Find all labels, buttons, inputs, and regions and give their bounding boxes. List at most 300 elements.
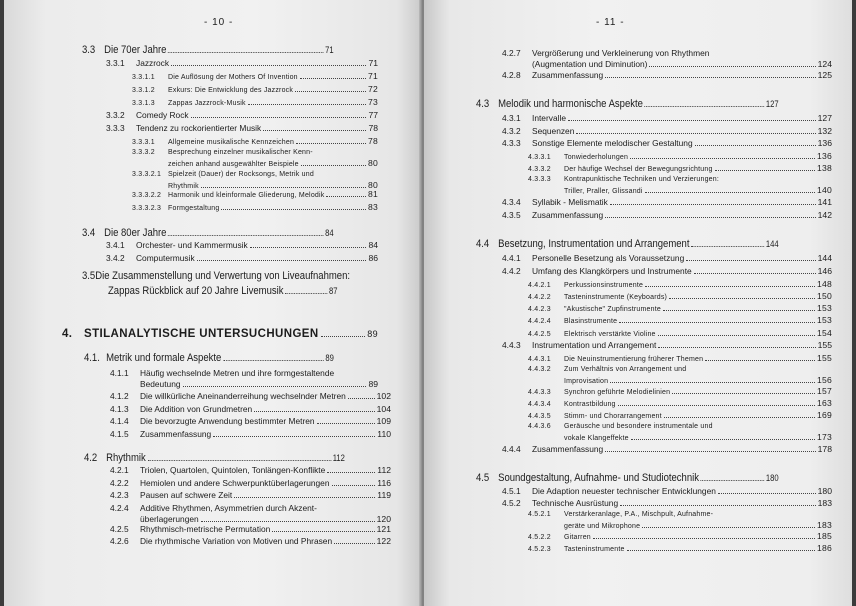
leader-dots [321, 336, 366, 337]
leader-dots [197, 260, 367, 261]
leader-dots [610, 204, 816, 205]
leader-dots [695, 145, 816, 146]
toc-entry-number: 4.4.3.4 [528, 401, 551, 408]
toc-entry [110, 503, 391, 513]
toc-entry [502, 444, 832, 454]
toc-entry-page: 142 [817, 210, 832, 220]
toc-entry [502, 340, 832, 350]
leader-dots [183, 386, 367, 387]
leader-dots [631, 439, 815, 440]
leader-dots [295, 91, 366, 92]
toc-entry-title: STILANALYTISCHE UNTERSUCHUNGEN [84, 328, 319, 340]
toc-entry-number: 4.4.2.2 [528, 294, 551, 301]
toc-entry-title: Technische Ausrüstung [532, 498, 619, 508]
toc-entry-number: 4.2.5 [110, 524, 129, 534]
leader-dots [620, 505, 816, 506]
leader-dots [147, 460, 331, 461]
toc-entry-page: 102 [376, 391, 391, 401]
toc-entry [132, 202, 378, 214]
toc-entry-page: 136 [817, 151, 832, 161]
toc-entry-continuation [532, 59, 832, 69]
toc-entry-page: 122 [376, 536, 391, 546]
toc-entry-title: Jazzrock [136, 58, 170, 68]
toc-entry-title: Der häufige Wechsel der Bewegungsrichtung [564, 166, 713, 173]
toc-entry-page: 127 [765, 99, 779, 109]
toc-entry-title-continued: überlagerungen [140, 514, 199, 524]
toc-entry-title-continued: zeichen anhand ausgewählter Beispiele [168, 161, 299, 168]
toc-entry-page: 77 [368, 110, 378, 120]
toc-entry [82, 227, 334, 240]
right-page [424, 0, 852, 606]
toc-entry-number: 4.5.2.3 [528, 546, 551, 553]
toc-entry-number: 4.5.1 [502, 486, 521, 496]
toc-entry-title: Soundgestaltung, Aufnahme- und Studiotechnik [498, 472, 700, 484]
toc-entry-page: 110 [377, 429, 391, 439]
toc-entry [476, 238, 779, 251]
leader-dots [301, 165, 366, 166]
toc-entry-number: 3.3.3 [106, 123, 125, 133]
toc-entry-title: Die rhythmische Variation von Motiven und Phrasen [140, 536, 333, 546]
toc-entry [132, 189, 378, 201]
toc-entry-page: 183 [817, 498, 832, 508]
leader-dots [715, 170, 816, 171]
toc-entry-title: Zappas Jazzrock-Musik [168, 100, 246, 107]
left-page [4, 0, 422, 606]
leader-dots [663, 310, 815, 311]
toc-entry-title: Besetzung, Instrumentation und Arrangement [498, 238, 690, 250]
toc-entry-number: 4.4.3.2 [528, 366, 551, 373]
toc-entry-page: 148 [817, 279, 832, 289]
toc-entry-title: Orchester- und Kammermusik [136, 240, 248, 250]
toc-entry [110, 429, 391, 439]
leader-dots [191, 117, 367, 118]
toc-entry-page: 80 [368, 180, 378, 190]
toc-entry-title: Gitarren [564, 534, 591, 541]
toc-entry-title: Sequenzen [532, 126, 575, 136]
leader-dots [168, 52, 323, 53]
toc-entry-page: 78 [368, 136, 378, 146]
toc-entry-number: 4.1.4 [110, 416, 129, 426]
toc-entry-title-continued: Improvisation [564, 378, 609, 385]
toc-entry-page: 87 [328, 286, 338, 296]
toc-entry [110, 404, 391, 414]
toc-entry-title: Die Addition von Grundmetren [140, 404, 253, 414]
toc-entry-title: Sonstige Elemente melodischer Gestaltung [532, 138, 693, 148]
toc-entry-title: Formgestaltung [168, 205, 220, 212]
toc-entry [502, 266, 832, 276]
toc-entry [476, 472, 779, 485]
toc-entry-number: 4.5 [476, 472, 490, 484]
toc-entry-title: Die bevorzugte Anwendung bestimmter Metren [140, 416, 315, 426]
leader-dots [221, 209, 366, 210]
toc-entry-number: 4. [62, 328, 73, 340]
toc-entry-number: 4.2.1 [110, 465, 129, 475]
page-number: - 11 - [596, 17, 625, 28]
toc-entry-title: Tasteninstrumente (Keyboards) [564, 294, 668, 301]
toc-entry-title: Zum Verhältnis von Arrangement und [564, 366, 687, 373]
toc-entry-title: Rhythmik [106, 452, 146, 464]
toc-entry [106, 110, 378, 120]
toc-entry-number: 4.4 [476, 238, 490, 250]
toc-entry-title: Die 80er Jahre [104, 227, 167, 239]
toc-entry [110, 478, 391, 488]
leader-dots [672, 393, 815, 394]
toc-entry [132, 71, 378, 83]
toc-entry-page: 140 [817, 185, 832, 195]
toc-entry-title: Rhythmisch-metrische Permutation [140, 524, 271, 534]
toc-chapter [62, 327, 378, 341]
toc-entry-number: 4.1. [84, 352, 100, 364]
toc-entry [110, 536, 391, 546]
toc-entry-number: 4.2.3 [110, 490, 129, 500]
toc-entry [528, 291, 832, 303]
toc-entry-title: Synchron geführte Melodielinien [564, 389, 671, 396]
toc-entry-title: Instrumentation und Arrangement [532, 340, 657, 350]
toc-entry-number: 3.3.2 [106, 110, 125, 120]
toc-entry-title-continued: Rhythmik [168, 183, 199, 190]
toc-entry-number: 4.4.1 [502, 253, 521, 263]
toc-entry-title: Tonwiederholungen [564, 154, 629, 161]
leader-dots [642, 527, 815, 528]
toc-entry [84, 452, 345, 465]
toc-entry [528, 151, 832, 163]
toc-entry-title: Die Neuinstrumentierung früherer Themen [564, 356, 704, 363]
toc-entry-number: 3.3.3.1 [132, 139, 155, 146]
toc-entry-number: 3.3.1.1 [132, 74, 155, 81]
toc-entry-page: 150 [817, 291, 832, 301]
leader-dots [658, 347, 815, 348]
toc-entry-title: "Akustische" Zupfinstrumente [564, 306, 661, 313]
leader-dots [593, 538, 815, 539]
toc-entry-number: 4.3.5 [502, 210, 521, 220]
toc-entry-title: Die Zusammenstellung und Verwertung von Liveaufnahmen: [95, 270, 351, 282]
toc-entry-title: Allgemeine musikalische Kennzeichen [168, 139, 295, 146]
toc-entry [82, 270, 351, 283]
toc-entry [502, 253, 832, 263]
toc-entry [110, 416, 391, 426]
toc-entry-number: 3.4 [82, 227, 96, 239]
toc-entry-page: 163 [817, 398, 832, 408]
leader-dots [664, 417, 815, 418]
toc-entry [110, 465, 391, 475]
leader-dots [669, 298, 815, 299]
toc-entry-number: 4.4.3.6 [528, 423, 551, 430]
toc-entry [502, 48, 832, 58]
leader-dots [223, 360, 324, 361]
toc-entry-page: 78 [368, 123, 378, 133]
toc-entry-number: 3.4.2 [106, 253, 125, 263]
toc-entry-continuation [564, 432, 832, 444]
toc-entry-page: 156 [817, 375, 832, 385]
toc-entry-title: Personelle Besetzung als Voraussetzung [532, 253, 685, 263]
toc-entry-page: 81 [368, 189, 378, 199]
toc-entry-title: Geräusche und besondere instrumentale und [564, 423, 713, 430]
toc-entry-title: Melodik und harmonische Aspekte [498, 98, 643, 110]
toc-entry-page: 71 [368, 71, 378, 81]
leader-dots [627, 550, 815, 551]
toc-entry-page: 71 [368, 58, 378, 68]
toc-entry-page: 173 [817, 432, 832, 442]
leader-dots [263, 130, 366, 131]
toc-entry-page: 104 [376, 404, 391, 414]
toc-entry-page: 73 [368, 97, 378, 107]
toc-entry-title-continued: (Augmentation und Diminution) [532, 59, 648, 69]
toc-entry-page: 125 [817, 70, 832, 80]
toc-entry-title: Stimm- und Chorarrangement [564, 413, 662, 420]
toc-entry-page: 89 [367, 329, 378, 339]
toc-entry [502, 70, 832, 80]
toc-entry [528, 328, 832, 340]
toc-entry-title-continued: Zappas Rückblick auf 20 Jahre Livemusik [108, 285, 284, 297]
toc-entry-title: Syllabik - Melismatik [532, 197, 608, 207]
toc-entry-number: 4.5.2 [502, 498, 521, 508]
toc-entry [528, 353, 832, 365]
toc-entry [528, 410, 832, 422]
toc-entry-page: 124 [817, 59, 832, 69]
toc-entry-number: 4.2 [84, 452, 98, 464]
leader-dots [630, 158, 815, 159]
toc-entry-title: Spielzeit (Dauer) der Rocksongs, Metrik und [168, 171, 314, 178]
toc-entry-page: 155 [817, 340, 832, 350]
toc-entry [528, 315, 832, 327]
toc-entry-page: 185 [817, 531, 832, 541]
toc-entry-number: 4.4.4 [502, 444, 521, 454]
leader-dots [285, 293, 327, 294]
toc-entry-page: 84 [325, 228, 334, 238]
toc-entry [132, 136, 378, 148]
toc-entry-number: 3.3.1 [106, 58, 125, 68]
toc-entry [110, 524, 391, 534]
toc-entry-page: 116 [377, 478, 391, 488]
leader-dots [168, 235, 323, 236]
leader-dots [317, 423, 375, 424]
toc-entry-page: 72 [368, 84, 378, 94]
toc-entry [502, 126, 832, 136]
toc-entry-title: Die Adaption neuester technischer Entwicklungen [532, 486, 716, 496]
toc-entry-title: Zusammenfassung [532, 444, 604, 454]
toc-entry-number: 3.4.1 [106, 240, 125, 250]
toc-entry-page: 83 [368, 202, 378, 212]
toc-entry-page: 132 [817, 126, 832, 136]
leader-dots [645, 286, 815, 287]
toc-entry-title: Pausen auf schwere Zeit [140, 490, 233, 500]
toc-entry [528, 386, 832, 398]
toc-entry-page: 155 [817, 353, 832, 363]
toc-entry-title-continued: vokale Klangeffekte [564, 435, 629, 442]
toc-entry [110, 391, 391, 401]
toc-entry-number: 4.3.3 [502, 138, 521, 148]
toc-entry-number: 3.3.3.2.2 [132, 192, 162, 199]
toc-entry-page: 112 [332, 453, 345, 463]
toc-entry-title: Harmonik und kleinformale Gliederung, Melodik [168, 192, 325, 199]
toc-entry [528, 163, 832, 175]
toc-entry [502, 486, 832, 496]
toc-entry [476, 98, 779, 111]
toc-entry-number: 4.5.2.2 [528, 534, 551, 541]
toc-entry-page: 89 [325, 353, 334, 363]
toc-entry-title: Elektrisch verstärkte Violine [564, 331, 656, 338]
toc-entry-page: 180 [765, 473, 779, 483]
toc-entry-title: Blasinstrumente [564, 318, 618, 325]
toc-entry-page: 89 [368, 379, 378, 389]
toc-entry-page: 86 [368, 253, 378, 263]
toc-entry [132, 97, 378, 109]
leader-dots [272, 531, 374, 532]
leader-dots [300, 78, 366, 79]
leader-dots [605, 451, 815, 452]
leader-dots [686, 260, 815, 261]
toc-entry-number: 3.3.3.2.1 [132, 171, 162, 178]
toc-entry-page: 141 [817, 197, 832, 207]
leader-dots [619, 322, 815, 323]
leader-dots [605, 217, 815, 218]
toc-entry-page: 120 [376, 514, 391, 524]
toc-entry-number: 4.2.7 [502, 48, 521, 58]
leader-dots [296, 143, 366, 144]
toc-entry-page: 144 [765, 239, 779, 249]
toc-entry-number: 4.2.2 [110, 478, 129, 488]
leader-dots [691, 246, 764, 247]
leader-dots [576, 133, 815, 134]
toc-entry [106, 253, 378, 263]
leader-dots [254, 411, 374, 412]
toc-entry-title: Zusammenfassung [140, 429, 212, 439]
toc-entry-number: 3.3 [82, 44, 96, 56]
toc-entry-title-continued: geräte und Mikrophone [564, 523, 641, 530]
toc-entry [106, 58, 378, 68]
toc-entry-title: Zusammenfassung [532, 70, 604, 80]
toc-entry-number: 3.3.3.2 [132, 149, 155, 156]
toc-entry-title: Intervalle [532, 113, 566, 123]
toc-entry [528, 543, 832, 555]
toc-entry-number: 4.4.2 [502, 266, 521, 276]
toc-entry [82, 44, 334, 57]
leader-dots [201, 187, 366, 188]
leader-dots [332, 485, 376, 486]
toc-entry-continuation [168, 158, 378, 170]
toc-entry-number: 4.4.2.1 [528, 282, 551, 289]
toc-entry [502, 138, 832, 148]
toc-entry-page: 144 [817, 253, 832, 263]
toc-entry-title: Umfang des Klangkörpers und Instrumente [532, 266, 692, 276]
toc-entry [502, 197, 832, 207]
leader-dots [605, 77, 815, 78]
toc-entry-number: 4.3.3.2 [528, 166, 551, 173]
toc-entry-number: 4.1.2 [110, 391, 129, 401]
toc-entry-number: 4.3.3.1 [528, 154, 551, 161]
toc-entry [528, 398, 832, 410]
toc-entry-title: Kontrapunktische Techniken und Verzierungen: [564, 176, 719, 183]
toc-entry-number: 4.4.3.1 [528, 356, 551, 363]
toc-entry-title: Vergrößerung und Verkleinerung von Rhythmen [532, 48, 710, 58]
toc-entry-page: 154 [817, 328, 832, 338]
toc-entry-title: Zusammenfassung [532, 210, 604, 220]
toc-entry-number: 4.3 [476, 98, 490, 110]
toc-entry-number: 4.4.2.4 [528, 318, 551, 325]
toc-entry-number: 4.2.6 [110, 536, 129, 546]
toc-entry [528, 365, 832, 375]
toc-entry-title-continued: Triller, Praller, Glissandi [564, 188, 643, 195]
toc-entry [110, 490, 391, 500]
toc-entry [106, 240, 378, 250]
toc-entry [528, 303, 832, 315]
toc-entry-number: 4.5.2.1 [528, 511, 551, 518]
toc-entry-page: 146 [817, 266, 832, 276]
leader-dots [694, 273, 816, 274]
toc-entry-continuation [564, 185, 832, 197]
toc-entry-number: 4.3.1 [502, 113, 521, 123]
toc-entry-number: 3.3.3.2.3 [132, 205, 162, 212]
toc-entry [528, 422, 832, 432]
leader-dots [649, 66, 815, 67]
toc-entry-page: 183 [817, 520, 832, 530]
toc-entry-page: 119 [377, 490, 391, 500]
leader-dots [201, 521, 375, 522]
toc-entry [528, 279, 832, 291]
toc-entry-number: 3.3.1.3 [132, 100, 155, 107]
toc-entry-page: 71 [325, 45, 334, 55]
leader-dots [234, 497, 375, 498]
toc-entry-number: 4.1.1 [110, 368, 129, 378]
toc-entry-page: 84 [368, 240, 378, 250]
toc-entry [110, 368, 378, 378]
toc-entry-page: 127 [817, 113, 832, 123]
toc-entry-title-continued: Bedeutung [140, 379, 181, 389]
toc-entry-continuation [140, 379, 378, 389]
toc-entry-page: 80 [368, 158, 378, 168]
toc-entry [502, 498, 832, 508]
toc-entry-title: Tasteninstrumente [564, 546, 625, 553]
leader-dots [718, 493, 816, 494]
leader-dots [618, 405, 815, 406]
toc-entry-title: Hemiolen und andere Schwerpunktüberlagerungen [140, 478, 330, 488]
leader-dots [171, 65, 366, 66]
toc-entry [502, 113, 832, 123]
toc-entry-number: 4.3.3.3 [528, 176, 551, 183]
toc-entry-number: 4.3.4 [502, 197, 521, 207]
toc-entry-number: 3.5 [82, 270, 96, 282]
toc-entry-number: 4.1.5 [110, 429, 129, 439]
toc-entry-title: Computermusik [136, 253, 195, 263]
toc-entry-page: 186 [817, 543, 832, 553]
leader-dots [213, 436, 375, 437]
toc-entry-title: Häufig wechselnde Metren und ihre formgestaltende [140, 368, 335, 378]
toc-entry-continuation [108, 285, 338, 298]
toc-entry [528, 531, 832, 543]
toc-entry-title: Metrik und formale Aspekte [106, 352, 222, 364]
toc-entry [528, 510, 832, 520]
toc-entry-title: Die 70er Jahre [104, 44, 167, 56]
toc-entry-number: 4.3.2 [502, 126, 521, 136]
leader-dots [658, 335, 815, 336]
toc-entry-number: 4.1.3 [110, 404, 129, 414]
toc-entry [502, 210, 832, 220]
leader-dots [645, 192, 815, 193]
toc-entry [132, 148, 378, 158]
toc-entry [106, 123, 378, 133]
toc-entry-continuation [140, 514, 391, 524]
toc-entry-page: 153 [817, 315, 832, 325]
toc-entry-page: 180 [817, 486, 832, 496]
page-number: - 10 - [204, 17, 234, 28]
leader-dots [705, 360, 815, 361]
toc-entry-title: Kontrastbildung [564, 401, 616, 408]
toc-entry-page: 157 [817, 386, 832, 396]
toc-entry-page: 136 [817, 138, 832, 148]
toc-entry-title: Additive Rhythmen, Asymmetrien durch Akzent- [140, 503, 317, 513]
leader-dots [348, 398, 375, 399]
toc-entry-title: Besprechung einzelner musikalischer Kenn- [168, 149, 313, 156]
